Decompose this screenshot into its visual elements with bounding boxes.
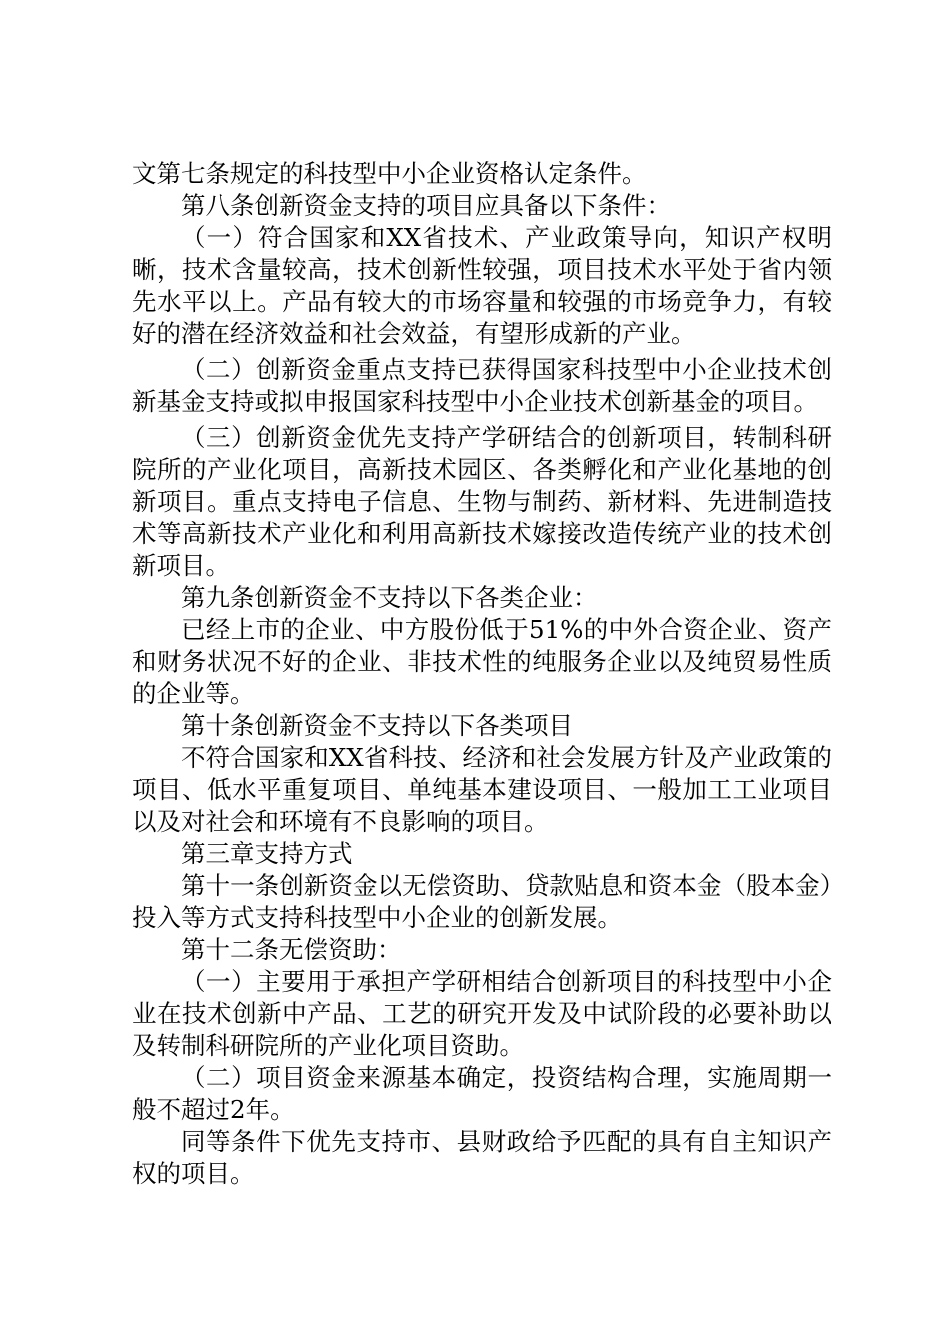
article-12-heading: 第十二条无偿资助： xyxy=(181,935,402,964)
article-9-heading: 第九条创新资金不支持以下各类企业： xyxy=(181,583,598,612)
article-8-heading: 第八条创新资金支持的项目应具备以下条件： xyxy=(181,191,671,220)
document-body xyxy=(132,158,832,1190)
article-11-body: 第十一条创新资金以无偿资助、贷款贴息和资本金（股本金）投入等方式支持科技型中小企业的创新发展。 xyxy=(132,871,832,932)
article-12-item-1: （一）主要用于承担产学研相结合创新项目的科技型中小企业在技术创新中产品、工艺的研究开发及中试阶段的必要补助以及转制科研院所的产业化项目资助。 xyxy=(132,967,832,1060)
article-9-body: 已经上市的企业、中方股份低于51%的中外合资企业、资产和财务状况不好的企业、非技术性的纯服务企业以及纯贸易性质的企业等。 xyxy=(132,615,832,708)
article-8-item-1: （一）符合国家和XX省技术、产业政策导向，知识产权明晰，技术含量较高，技术创新性较强，项目技术水平处于省内领先水平以上。产品有较大的市场容量和较强的市场竞争力，有较好的潜在经济效益和社会效益，有望形成新的产业。 xyxy=(132,223,832,348)
paragraph-continuation: 文第七条规定的科技型中小企业资格认定条件。 xyxy=(132,159,647,188)
article-12-item-2: （二）项目资金来源基本确定，投资结构合理，实施周期一般不超过2年。 xyxy=(132,1063,832,1124)
article-12-note: 同等条件下优先支持市、县财政给予匹配的具有自主知识产权的项目。 xyxy=(132,1127,832,1188)
article-8-item-2: （二）创新资金重点支持已获得国家科技型中小企业技术创新基金支持或拟申报国家科技型中小企业技术创新基金的项目。 xyxy=(132,355,832,416)
article-8-item-3: （三）创新资金优先支持产学研结合的创新项目，转制科研院所的产业化项目，高新技术园区、各类孵化和产业化基地的创新项目。重点支持电子信息、生物与制药、新材料、先进制造技术等高新技术产业化和利用高新技术嫁接改造传统产业的技术创新项目。 xyxy=(132,423,832,580)
article-10-heading: 第十条创新资金不支持以下各类项目 xyxy=(181,711,573,740)
chapter-3-heading: 第三章支持方式 xyxy=(181,839,353,868)
article-10-body: 不符合国家和XX省科技、经济和社会发展方针及产业政策的项目、低水平重复项目、单纯基本建设项目、一般加工工业项目以及对社会和环境有不良影响的项目。 xyxy=(132,743,832,836)
